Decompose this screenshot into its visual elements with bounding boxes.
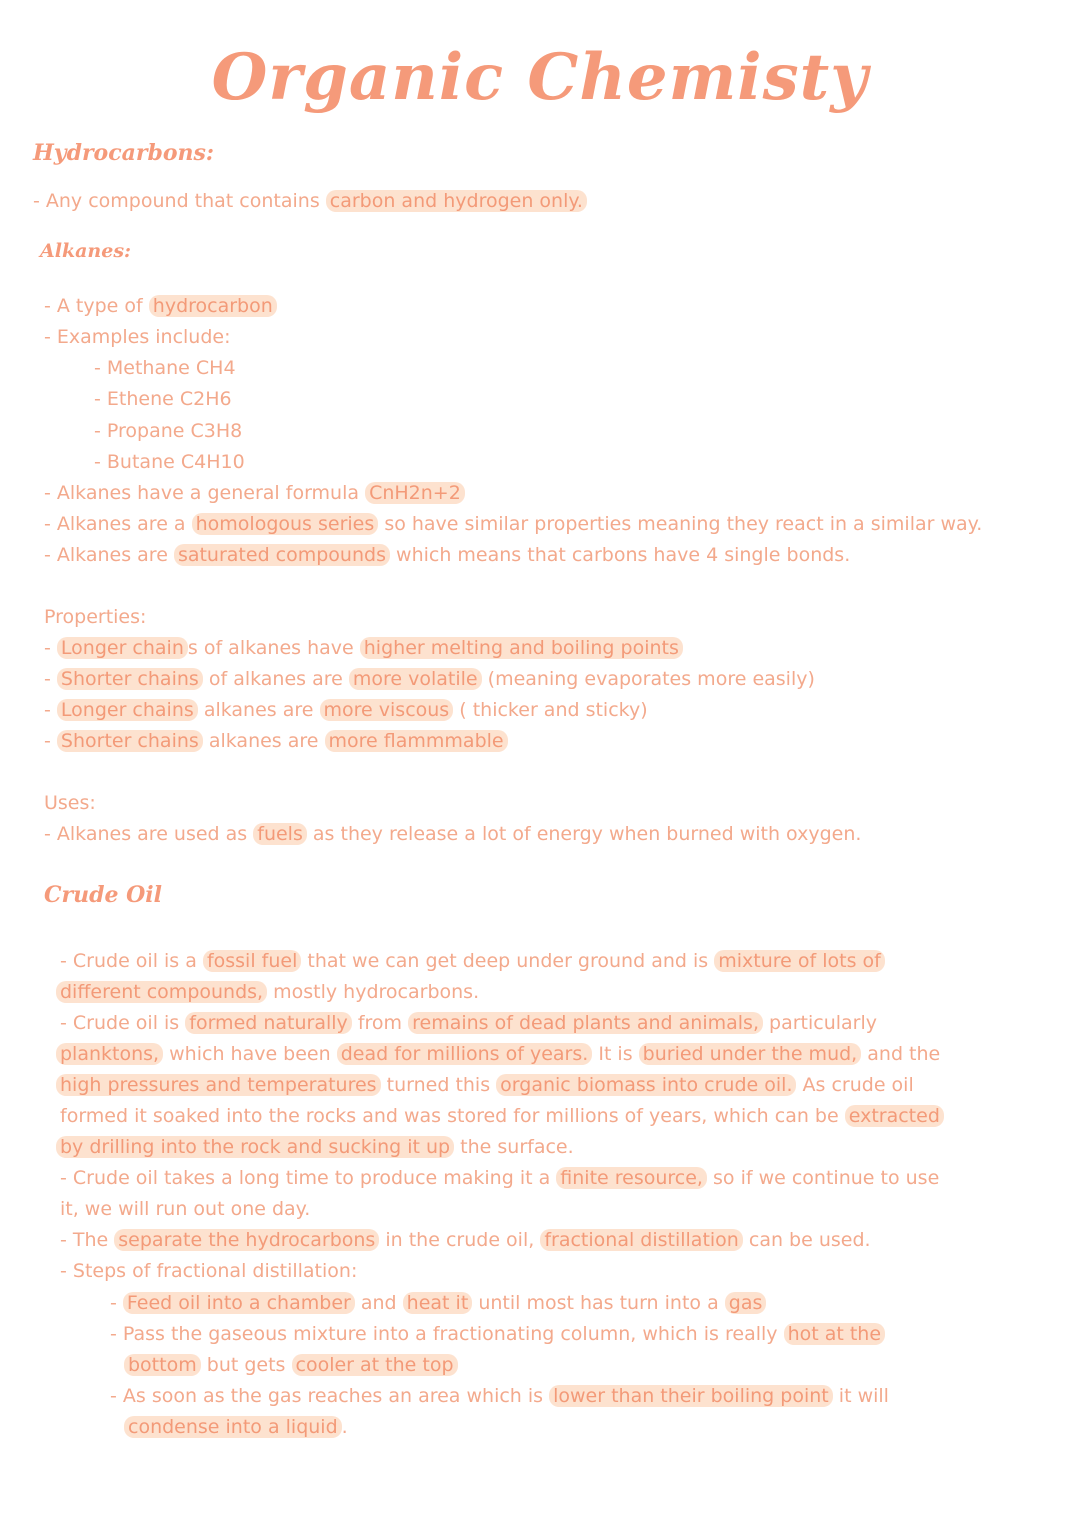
step-3: - As soon as the gas reaches an area which is lower than their boiling point it will xyxy=(110,1385,889,1407)
alkanes-saturated: - Alkanes are saturated compounds which means that carbons have 4 single bonds. xyxy=(44,544,851,566)
example-propane: - Propane C3H8 xyxy=(94,420,243,442)
hydrocarbons-heading: Hydrocarbons: xyxy=(33,140,215,166)
property-1: - Longer chain s of alkanes have higher melting and boiling points xyxy=(44,637,683,659)
step-2: - Pass the gaseous mixture into a fractionating column, which is really hot at the xyxy=(110,1323,885,1345)
alkanes-type: - A type of hydrocarbon xyxy=(44,295,277,317)
property-3: - Longer chains alkanes are more viscous ( thicker and sticky) xyxy=(44,699,648,721)
example-methane: - Methane CH4 xyxy=(94,357,236,379)
step-3-cont: condense into a liquid . xyxy=(124,1416,348,1438)
alkanes-examples: - Examples include: xyxy=(44,326,231,348)
crude-line-5: high pressures and temperatures turned this organic biomass into crude oil. As crude oil xyxy=(56,1074,914,1096)
crude-line-11: - Steps of fractional distillation: xyxy=(60,1260,358,1282)
crude-line-1: - Crude oil is a fossil fuel that we can get deep under ground and is mixture of lots of xyxy=(60,950,885,972)
uses-heading: Uses: xyxy=(44,792,96,814)
alkanes-formula: - Alkanes have a general formula CnH2n+2 xyxy=(44,482,465,504)
uses-line: - Alkanes are used as fuels as they release a lot of energy when burned with oxygen. xyxy=(44,823,862,845)
step-1: - Feed oil into a chamber and heat it until most has turn into a gas xyxy=(110,1292,766,1314)
crude-line-4: planktons, which have been dead for millions of years. It is buried under the mud, and the xyxy=(56,1043,940,1065)
example-butane: - Butane C4H10 xyxy=(94,451,245,473)
crude-oil-heading: Crude Oil xyxy=(44,882,163,908)
alkanes-heading: Alkanes: xyxy=(40,240,132,262)
property-4: - Shorter chains alkanes are more flammmable xyxy=(44,730,508,752)
alkanes-homologous: - Alkanes are a homologous series so have similar properties meaning they react in a similar way. xyxy=(44,513,983,535)
crude-line-7: by drilling into the rock and sucking it up the surface. xyxy=(56,1136,574,1158)
property-2: - Shorter chains of alkanes are more volatile (meaning evaporates more easily) xyxy=(44,668,815,690)
crude-line-10: - The separate the hydrocarbons in the crude oil, fractional distillation can be used. xyxy=(60,1229,871,1251)
crude-line-6: formed it soaked into the rocks and was stored for millions of years, which can be extracted xyxy=(60,1105,944,1127)
page-title: Organic Chemisty xyxy=(211,40,869,115)
crude-line-2: different compounds, mostly hydrocarbons. xyxy=(56,981,479,1003)
hydrocarbons-definition: - Any compound that contains carbon and hydrogen only. xyxy=(33,190,587,212)
example-ethene: - Ethene C2H6 xyxy=(94,388,232,410)
step-2-cont: bottom but gets cooler at the top xyxy=(124,1354,458,1376)
crude-line-9: it, we will run out one day. xyxy=(60,1198,311,1220)
crude-line-8: - Crude oil takes a long time to produce making it a finite resource, so if we continue to use xyxy=(60,1167,940,1189)
crude-line-3: - Crude oil is formed naturally from remains of dead plants and animals, particularly xyxy=(60,1012,878,1034)
properties-heading: Properties: xyxy=(44,606,147,628)
